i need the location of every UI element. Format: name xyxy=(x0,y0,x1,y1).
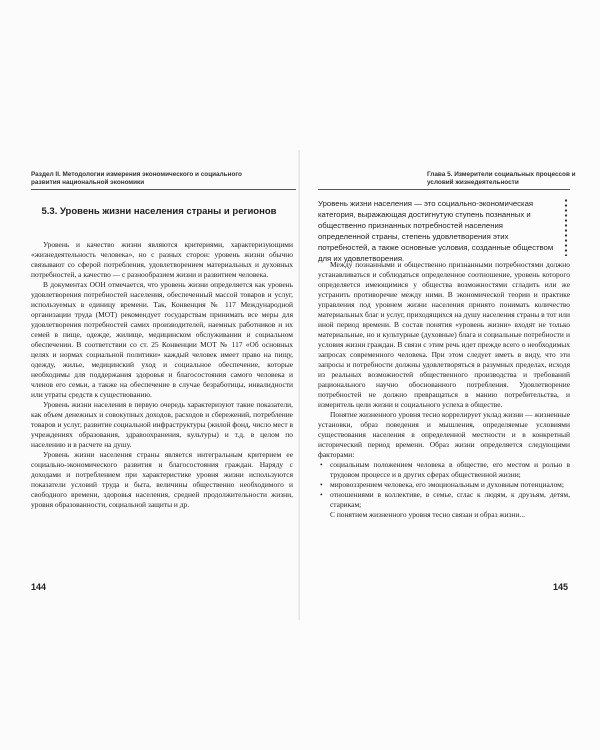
bullet-icon: • xyxy=(320,480,323,489)
bullet-icon: • xyxy=(320,460,323,469)
definition-box: Уровень жизни населения — это социально-экономическая категория, выражающая достигнутую ступень познанных и общественно признанных потребностей населения определенной страны, степень удовлетворения этих потребностей, а также основные условия, созданные обществом для их удовлетворения. xyxy=(318,199,554,263)
left-paragraph: Уровень и качество жизни являются критериями, характеризующими «жизнедеятельность человека», но с разных сторон: уровень жизни обычно связывают со сферой потребления, удовлетворением материальных и духовных потребностей, а качество — с разнообразием жизни и развитием человека. xyxy=(31,240,293,279)
left-paragraph: В документах ООН отмечается, что уровень жизни определяется как уровень удовлетворения потребностей населения, обеспеченный массой товаров и услуг, используемых в единицу времени. Так, Конвенция № 117 Международной организации труда (МОТ) рекомендует государствам принимать все меры для удовлетворения потребностей самих производителей, наемных работников и их семей в пище, одежде, жилище, медицинском обслуживании и социальном обеспечении. В соответствии со ст. 25 Конвенции МОТ № 117 «Об основных целях и нормах социальной политики» каждый человек имеет право на пищу, одежду, жилье, медицинский уход и социальное обеспечение, которые необходимы для поддержания здоровья и благосостояния самого человека и членов его семьи, а также на обеспечение в случае безработицы, инвалидности или утраты средств к существованию. xyxy=(31,280,293,399)
factors-list xyxy=(318,460,570,510)
right-page-number: 145 xyxy=(553,582,569,592)
list-item-text: отношениями в коллективе, в семье, сглас к людям, к друзьям, детям, старикам; xyxy=(330,490,570,509)
right-paragraph: Понятие жизненного уровня тесно коррелирует уклад жизни — жизненные установки, образ поведения и мышления, определяемые условиями существования населения в определенной местности и в конкретный исторический период времени. Образ жизни определяется следующими факторами: xyxy=(318,410,570,459)
right-running-head: Глава 5. Измерители социальных процессов и условий жизнедеятельности xyxy=(427,171,576,186)
dotted-margin-marker xyxy=(564,198,568,256)
list-item xyxy=(318,460,570,480)
list-item-text: социальным положением человека в обществе, его местом и ролью в трудовом процессе и в других сферах общественной жизни; xyxy=(330,460,570,479)
list-item xyxy=(318,480,570,490)
left-paragraph: Уровень жизни населения в первую очередь характеризуют такие показатели, как объем денежных и совокупных доходов, расходов и сбережений, потребление товаров и услуг, развитие социальной инфраструктуры (жилой фонд, число мест в учреждениях образования, здравоохранения, культуры) и т.д. в целом по населению и в расчете на душу. xyxy=(31,400,293,449)
left-paragraph: Уровень жизни населения страны является интегральным критерием ее социально-экономического развития и благосостояния граждан. Наряду с доходами и потреблением при характеристике уровня жизни используются показатели условий труда и быта, величины общественно необходимого и свободного времени, здоровья населения, средней продолжительности жизни, уровня образованности, социальной защиты и др. xyxy=(31,450,293,509)
right-header-rule xyxy=(318,189,570,190)
list-item-text: мировоззрением человека, его эмоциональным и духовным потенциалом; xyxy=(330,480,564,489)
right-body-text xyxy=(318,260,570,520)
left-header-rule xyxy=(31,189,296,190)
right-paragraph: Между познанными и общественно признанными потребностями должно устанавливаться и соблюдаться определенное соотношение, уровень которого определяется имеющимися у общества возможностями сгладить или же устранить противоречие между ними. В экономической теории и практике управления под уровнем жизни населения принято понимать количество материальных благ и услуг, приходящихся на душу населения страны в тот или иной период времени. В состав понятия «уровень жизни» входят не только материальные, но и культурные (духовные) блага и социальные потребности и условия жизни граждан. В связи с этим речь идет прежде всего о необходимых запросах современного человека. При этом следует иметь в виду, что эти запросы и потребности должны удовлетворяться в разумных пределах, исходя из реальных возможностей общественного производства и требований рационального научно обоснованного потребления. Удовлетворение потребностей не должно превращаться в манию потребительства, и измеритель цели жизни и социального успеха в обществе. xyxy=(318,260,570,409)
left-running-head: Раздел II. Методологии измерения экономического и социального развития национальной экономики xyxy=(31,171,242,186)
left-body-text xyxy=(31,240,293,510)
section-heading: 5.3. Уровень жизни населения страны и регионов xyxy=(41,206,277,217)
list-item xyxy=(318,490,570,510)
left-page-number: 144 xyxy=(31,582,47,592)
bullet-icon: • xyxy=(320,490,323,499)
right-paragraph: С понятием жизненного уровня тесно связан и образ жизни... xyxy=(330,510,525,519)
